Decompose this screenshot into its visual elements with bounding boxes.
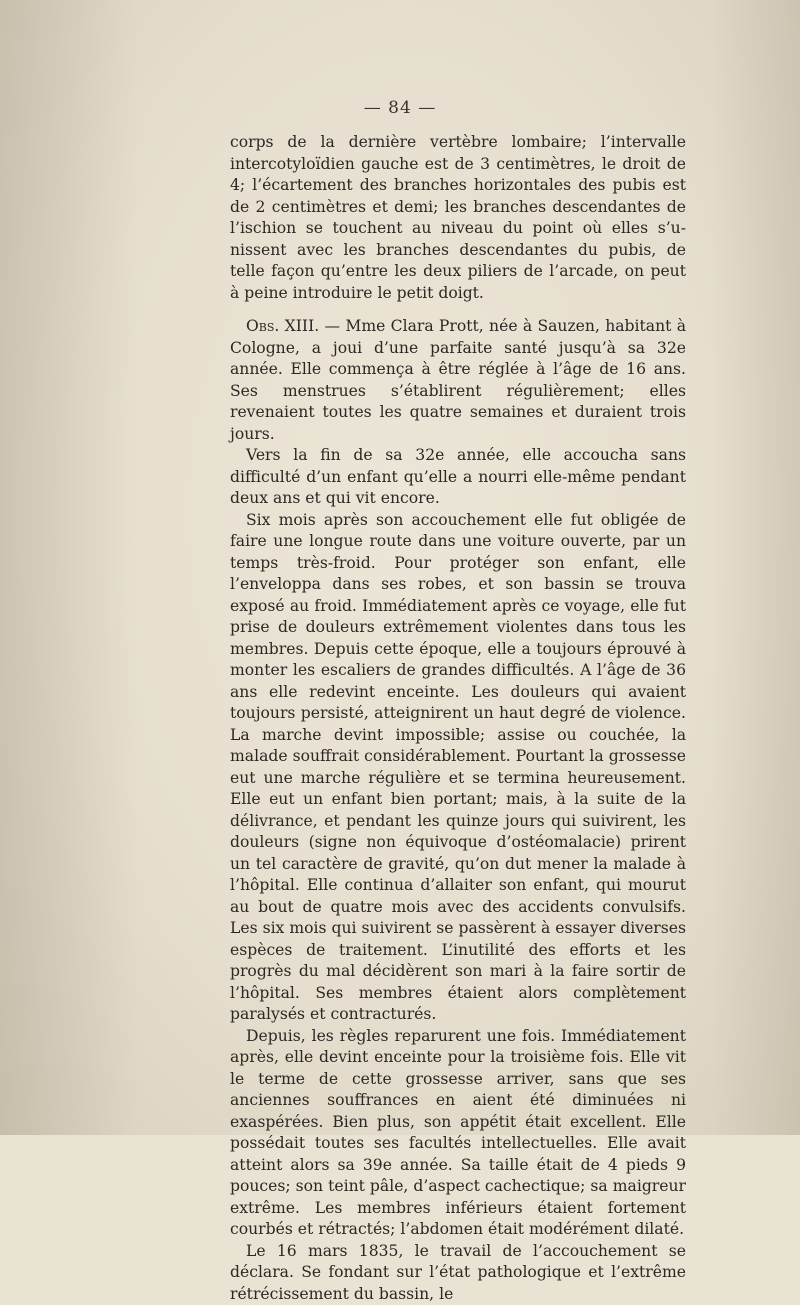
observation-label: Obs. XIII. xyxy=(246,317,319,335)
paragraph-labor: Le 16 mars 1835, le travail de l’accouchement se déclara. Se fondant sur l’état pathologique et l’extrême rétrécissement du bassin, le xyxy=(230,1241,686,1305)
page-shadow-left xyxy=(0,0,140,1135)
body-text xyxy=(230,132,686,1305)
page-number: — 84 — xyxy=(0,98,800,118)
paragraph-observation-xiii xyxy=(230,316,686,445)
paragraph-third-pregnancy: Depuis, les règles reparurent une fois. Immédiatement après, elle devint enceinte pour la troisième fois. Elle vit le terme de cette grossesse arriver, sans que ses anciennes souffrances en aient été diminuées ni exaspérées. Bien plus, son appétit était excellent. Elle possédait toutes ses facultés intellectuelles. Elle avait atteint alors sa 39e année. Sa taille était de 4 pieds 9 pouces; son teint pâle, d’aspect cachectique; sa maigreur extrême. Les membres inférieurs étaient fortement courbés et rétractés; l’abdomen était modérément dilaté. xyxy=(230,1026,686,1241)
paragraph-continuation: corps de la dernière vertèbre lombaire; l’intervalle intercotyloïdien gauche est de 3 centimètres, le droit de 4; l’écartement des branches horizontales des pubis est de 2 centimètres et demi; les branches descendantes de l’ischion se touchent au niveau du point où elles s’unissent avec les branches descendantes du pubis, de telle façon qu’entre les deux piliers de l’arcade, on peut à peine introduire le petit doigt. xyxy=(230,132,686,304)
observation-text: — Mme Clara Prott, née à Sauzen, habitant à Cologne, a joui d’une parfaite santé jusqu’à sa 32e année. Elle commença à être réglée à l’âge de 16 ans. Ses menstrues s’établirent régulièrement; elles revenaient toutes les quatre semaines et duraient trois jours. xyxy=(230,317,686,443)
paragraph-first-delivery: Vers la fin de sa 32e année, elle accoucha sans difficulté d’un enfant qu’elle a nourri elle-même pendant deux ans et qui vit encore. xyxy=(230,445,686,510)
page-shadow-right xyxy=(710,0,800,1135)
paragraph-illness-progression: Six mois après son accouchement elle fut obligée de faire une longue route dans une voiture ouverte, par un temps très-froid. Pour protéger son enfant, elle l’enveloppa dans ses robes, et son bassin se trouva exposé au froid. Immédiatement après ce voyage, elle fut prise de douleurs extrêmement violentes dans tous les membres. Depuis cette époque, elle a toujours éprouvé à monter les escaliers de grandes difficultés. A l’âge de 36 ans elle redevint enceinte. Les douleurs qui avaient toujours persisté, atteignirent un haut degré de violence. La marche devint impossible; assise ou couchée, la malade souffrait considérablement. Pourtant la grossesse eut une marche régulière et se termina heureusement. Elle eut un enfant bien portant; mais, à la suite de la délivrance, et pendant les quinze jours qui suivirent, les douleurs (signe non équivoque d’ostéomalacie) prirent un tel caractère de gravité, qu’on dut mener la malade à l’hôpital. Elle continua d’allaiter son enfant, qui mourut au bout de quatre mois avec des accidents convulsifs. Les six mois qui suivirent se passèrent à essayer diverses espèces de traitement. L’inutilité des efforts et les progrès du mal décidèrent son mari à la faire sortir de l’hôpital. Ses membres étaient alors complètement paralysés et contracturés. xyxy=(230,510,686,1026)
